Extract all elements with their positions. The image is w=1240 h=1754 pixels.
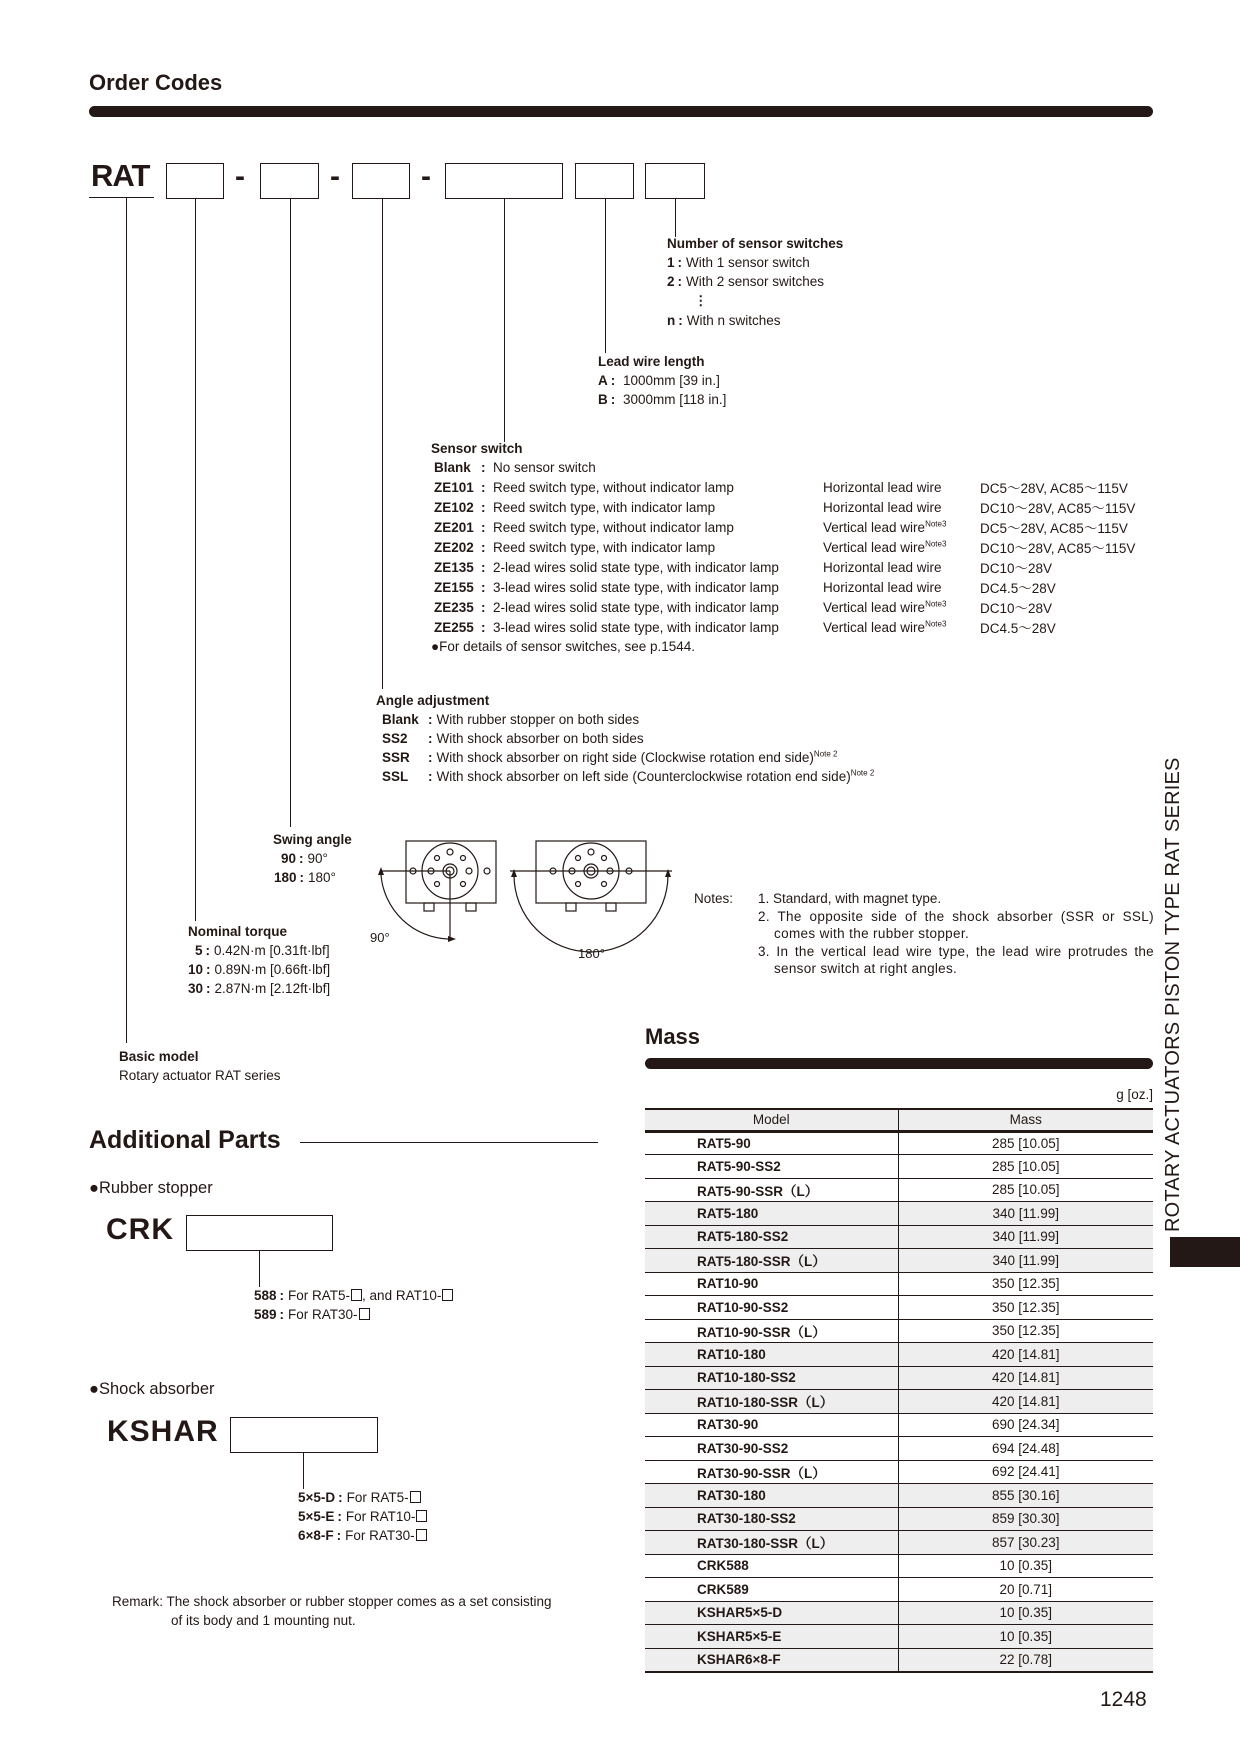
swing-angle-block xyxy=(273,830,352,887)
model-cell: RAT10-90-SSR（L） xyxy=(645,1319,898,1343)
angle-adjustment-heading: Angle adjustment xyxy=(376,693,490,708)
table-row xyxy=(645,1413,1153,1437)
note-ref: Note 2 xyxy=(813,749,838,759)
kshar-option: 6×8-F : For RAT30- xyxy=(298,1526,427,1545)
angle-adjustment-option: Blank : With rubber stopper on both sides xyxy=(382,712,640,727)
column-header-model: Model xyxy=(645,1109,898,1131)
sensor-wire: Horizontal lead wire xyxy=(823,579,942,595)
basic-model-heading: Basic model xyxy=(119,1049,199,1064)
mass-cell: 10 [0.35] xyxy=(898,1625,1153,1649)
sensor-description: Reed switch type, without indicator lamp xyxy=(493,479,734,495)
sensor-voltage: DC10～28V, AC85～115V xyxy=(980,501,1136,517)
sensor-wire: Vertical lead wire$^{Note3}$ xyxy=(823,539,947,555)
sensor-count-heading: Number of sensor switches xyxy=(667,236,844,251)
mass-table-wrap xyxy=(645,1108,1153,1673)
sensor-switch-row xyxy=(431,577,1135,597)
sensor-switch-row xyxy=(431,497,1135,517)
sensor-count-option: 1 : With 1 sensor switch xyxy=(667,255,810,270)
sensor-description: 2-lead wires solid state type, with indicator lamp xyxy=(493,559,779,575)
sensor-voltage: DC4.5～28V xyxy=(980,581,1056,597)
mass-cell: 285 [10.05] xyxy=(898,1155,1153,1179)
sensor-voltage: DC5～28V, AC85～115V xyxy=(980,521,1128,537)
side-index-tab xyxy=(1170,1237,1240,1267)
mass-cell: 692 [24.41] xyxy=(898,1460,1153,1484)
table-row xyxy=(645,1578,1153,1602)
model-cell: RAT5-180-SS2 xyxy=(645,1225,898,1249)
model-cell: RAT5-90-SSR（L） xyxy=(645,1178,898,1202)
table-row xyxy=(645,1484,1153,1508)
sensor-switch-row xyxy=(431,517,1135,537)
note-item: 1. Standard, with magnet type. xyxy=(758,891,942,906)
table-row xyxy=(645,1437,1153,1461)
sensor-switch-row xyxy=(431,537,1135,557)
remark-text: of its body and 1 mounting nut. xyxy=(171,1613,356,1628)
sensor-wire: Vertical lead wire$^{Note3}$ xyxy=(823,619,947,635)
leader-torque xyxy=(195,199,196,921)
sensor-voltage: DC10～28V xyxy=(980,561,1053,577)
colon: : xyxy=(481,519,486,535)
swing-angle-option: 180 : 180° xyxy=(274,870,336,885)
leader-sensor-count xyxy=(675,199,676,237)
colon: : xyxy=(481,599,486,615)
notes-block xyxy=(694,890,1154,978)
sensor-code: ZE235 xyxy=(434,599,474,615)
table-row xyxy=(645,1554,1153,1578)
angle-adjustment-option: SS2 : With shock absorber on both sides xyxy=(382,731,644,746)
lead-wire-option: B : 3000mm [118 in.] xyxy=(598,392,727,407)
sensor-switch-row xyxy=(431,458,1135,477)
sensor-voltage xyxy=(980,458,1135,477)
table-row xyxy=(645,1390,1153,1414)
model-cell: RAT30-180 xyxy=(645,1484,898,1508)
rubber-stopper-heading: ●Rubber stopper xyxy=(89,1179,213,1197)
shock-absorber-heading: ●Shock absorber xyxy=(89,1380,215,1398)
mass-cell: 22 [0.78] xyxy=(898,1648,1153,1672)
torque-option: 10 : 0.89N·m [0.66ft·lbf] xyxy=(188,962,331,977)
table-row xyxy=(645,1507,1153,1531)
swing-angle-code-box[interactable] xyxy=(260,163,319,199)
mass-cell: 285 [10.05] xyxy=(898,1178,1153,1202)
basic-model-text: Rotary actuator RAT series xyxy=(119,1068,281,1083)
note-ref: Note3 xyxy=(925,519,947,529)
angle-adjustment-block xyxy=(376,691,874,786)
sensor-code: Blank xyxy=(434,460,471,476)
sensor-switch-heading: Sensor switch xyxy=(431,441,523,456)
model-cell: CRK589 xyxy=(645,1578,898,1602)
diagram-label-90: 90° xyxy=(370,930,390,945)
sensor-code: ZE101 xyxy=(434,479,474,495)
kshar-option: 5×5-E : For RAT10- xyxy=(298,1507,427,1526)
sensor-voltage: DC10～28V, AC85～115V xyxy=(980,541,1136,557)
table-row xyxy=(645,1155,1153,1179)
side-series-label: ROTARY ACTUATORS PISTON TYPE RAT SERIES xyxy=(1162,757,1184,1232)
angle-adjustment-option: SSR : With shock absorber on right side (Clockwise rotation end side)$^{Note 2}$ xyxy=(382,749,838,765)
arrow-head-icon xyxy=(448,936,456,942)
sensor-switch-row xyxy=(431,597,1135,617)
sensor-wire: Horizontal lead wire xyxy=(823,499,942,515)
table-row xyxy=(645,1601,1153,1625)
mass-rule xyxy=(645,1058,1153,1069)
sensor-wire: Vertical lead wire$^{Note3}$ xyxy=(823,519,947,535)
leader-swing xyxy=(290,199,291,827)
sensor-switch-block xyxy=(431,439,1135,656)
table-row xyxy=(645,1366,1153,1390)
kshar-leader xyxy=(303,1453,304,1489)
model-cell: RAT5-180-SSR（L） xyxy=(645,1249,898,1273)
mass-cell: 350 [12.35] xyxy=(898,1272,1153,1296)
diagram-label-180: 180° xyxy=(578,946,605,961)
prefix-underline xyxy=(89,197,154,198)
sensor-switch-row xyxy=(431,557,1135,577)
sensor-voltage: DC4.5～28V xyxy=(980,621,1056,637)
note-ref: Note3 xyxy=(925,619,947,629)
model-cell: KSHAR5×5-E xyxy=(645,1625,898,1649)
leader-sensor xyxy=(504,199,505,442)
table-row xyxy=(645,1648,1153,1672)
notes-label: Notes: xyxy=(694,891,734,906)
model-cell: RAT10-180-SSR（L） xyxy=(645,1390,898,1414)
torque-option: 5 : 0.42N·m [0.31ft·lbf] xyxy=(195,943,330,958)
table-row xyxy=(645,1343,1153,1367)
table-row xyxy=(645,1202,1153,1226)
sensor-count-option: 2 : With 2 sensor switches xyxy=(667,274,825,289)
sensor-code: ZE202 xyxy=(434,539,474,555)
sensor-wire: Horizontal lead wire xyxy=(823,479,942,495)
note-item: 2. The opposite side of the shock absorber (SSR or SSL) comes with the rubber stopper. xyxy=(758,908,1154,941)
mass-unit: g [oz.] xyxy=(1116,1087,1153,1102)
basic-model-block xyxy=(119,1047,281,1085)
nominal-torque-block xyxy=(188,922,330,998)
sensor-switch-row xyxy=(431,617,1135,637)
colon: : xyxy=(481,499,486,515)
placeholder-square-icon xyxy=(442,1289,453,1301)
kshar-option: 5×5-D : For RAT5- xyxy=(298,1488,427,1507)
kshar-code-box[interactable] xyxy=(230,1417,378,1453)
ellipsis: ⋮ xyxy=(694,293,708,308)
remark-text: The shock absorber or rubber stopper comes as a set consisting xyxy=(166,1594,552,1609)
sensor-description: 2-lead wires solid state type, with indicator lamp xyxy=(493,599,779,615)
table-row xyxy=(645,1625,1153,1649)
mass-cell: 859 [30.30] xyxy=(898,1507,1153,1531)
mass-cell: 340 [11.99] xyxy=(898,1249,1153,1273)
colon: : xyxy=(481,460,486,476)
mass-cell: 420 [14.81] xyxy=(898,1366,1153,1390)
placeholder-square-icon xyxy=(351,1289,362,1301)
model-cell: RAT30-90-SS2 xyxy=(645,1437,898,1461)
model-cell: CRK588 xyxy=(645,1554,898,1578)
angle-adjustment-option: SSL : With shock absorber on left side (Counterclockwise rotation end side)$^{Note 2}$ xyxy=(382,768,875,784)
note-item: 3. In the vertical lead wire type, the lead wire protrudes the sensor switch at right angles. xyxy=(758,943,1154,976)
sensor-description: 3-lead wires solid state type, with indicator lamp xyxy=(493,619,779,635)
sensor-description: Reed switch type, without indicator lamp xyxy=(493,519,734,535)
table-row xyxy=(645,1272,1153,1296)
model-cell: RAT10-90 xyxy=(645,1272,898,1296)
arrow-head-icon xyxy=(511,869,517,877)
sensor-description: Reed switch type, with indicator lamp xyxy=(493,499,716,515)
sensor-wire: Horizontal lead wire xyxy=(823,559,942,575)
mass-cell: 690 [24.34] xyxy=(898,1413,1153,1437)
sensor-code: ZE102 xyxy=(434,499,474,515)
mass-cell: 340 [11.99] xyxy=(898,1202,1153,1226)
page-number: 1248 xyxy=(1100,1688,1147,1711)
actuator-180-drawing xyxy=(510,841,672,952)
model-cell: RAT10-90-SS2 xyxy=(645,1296,898,1320)
model-cell: RAT5-90 xyxy=(645,1131,898,1155)
remark-label: Remark: xyxy=(112,1594,164,1609)
sensor-voltage: DC10～28V xyxy=(980,601,1053,617)
sensor-switch-code-box[interactable] xyxy=(445,163,563,199)
model-cell: RAT30-90-SSR（L） xyxy=(645,1460,898,1484)
mass-cell: 285 [10.05] xyxy=(898,1131,1153,1155)
crk-code-box[interactable] xyxy=(186,1215,333,1251)
colon: : xyxy=(481,619,486,635)
mass-cell: 420 [14.81] xyxy=(898,1343,1153,1367)
swing-angle-diagram xyxy=(370,825,680,975)
colon: : xyxy=(481,539,486,555)
colon: : xyxy=(481,559,486,575)
table-row xyxy=(645,1225,1153,1249)
table-row xyxy=(645,1296,1153,1320)
order-code-prefix: RAT xyxy=(91,158,150,193)
placeholder-square-icon xyxy=(410,1491,421,1503)
sensor-switch-row xyxy=(431,477,1135,497)
sensor-description: Reed switch type, with indicator lamp xyxy=(493,539,716,555)
sensor-code: ZE155 xyxy=(434,579,474,595)
separator-3: - xyxy=(421,160,431,193)
lead-wire-heading: Lead wire length xyxy=(598,354,705,369)
mass-cell: 350 [12.35] xyxy=(898,1296,1153,1320)
kshar-prefix: KSHAR xyxy=(107,1415,219,1448)
sensor-description: No sensor switch xyxy=(493,460,596,476)
mass-cell: 855 [30.16] xyxy=(898,1484,1153,1508)
sensor-wire xyxy=(823,458,980,477)
table-row xyxy=(645,1178,1153,1202)
sensor-switch-table xyxy=(431,458,1135,637)
additional-parts-rule xyxy=(300,1142,598,1143)
note-ref: Note3 xyxy=(925,599,947,609)
remark-block xyxy=(112,1592,551,1630)
arrow-head-icon xyxy=(665,869,671,877)
sensor-code: ZE201 xyxy=(434,519,474,535)
table-row xyxy=(645,1319,1153,1343)
mass-table-header xyxy=(645,1109,1153,1131)
mass-cell: 20 [0.71] xyxy=(898,1578,1153,1602)
sensor-switch-footnote: ●For details of sensor switches, see p.1544. xyxy=(431,639,696,655)
colon: : xyxy=(481,579,486,595)
angle-adjustment-code-box[interactable] xyxy=(352,163,410,199)
lead-wire-option: A : 1000mm [39 in.] xyxy=(598,373,720,388)
note-ref: Note 2 xyxy=(850,768,875,778)
nominal-torque-heading: Nominal torque xyxy=(188,924,288,939)
torque-option: 30 : 2.87N·m [2.12ft·lbf] xyxy=(188,981,331,996)
sensor-voltage: DC5～28V, AC85～115V xyxy=(980,481,1128,497)
torque-code-box[interactable] xyxy=(166,163,224,199)
crk-prefix: CRK xyxy=(106,1213,174,1246)
mass-cell: 340 [11.99] xyxy=(898,1225,1153,1249)
colon: : xyxy=(481,479,486,495)
leader-lead-wire xyxy=(605,199,606,353)
note-ref: Note3 xyxy=(925,539,947,549)
column-header-mass: Mass xyxy=(898,1109,1153,1131)
mass-cell: 350 [12.35] xyxy=(898,1319,1153,1343)
sensor-description: 3-lead wires solid state type, with indicator lamp xyxy=(493,579,779,595)
table-row xyxy=(645,1460,1153,1484)
model-cell: RAT10-180-SS2 xyxy=(645,1366,898,1390)
swing-angle-heading: Swing angle xyxy=(273,832,352,847)
sensor-count-option: n : With n switches xyxy=(667,313,781,328)
crk-leader xyxy=(259,1251,260,1287)
model-cell: RAT30-90 xyxy=(645,1413,898,1437)
mass-cell: 10 [0.35] xyxy=(898,1601,1153,1625)
placeholder-square-icon xyxy=(416,1529,427,1541)
swing-angle-option: 90 : 90° xyxy=(281,851,328,866)
model-cell: RAT30-180-SSR（L） xyxy=(645,1531,898,1555)
order-codes-title: Order Codes xyxy=(89,70,223,95)
mass-cell: 694 [24.48] xyxy=(898,1437,1153,1461)
mass-table xyxy=(645,1108,1153,1673)
sensor-count-code-box[interactable] xyxy=(645,163,705,199)
table-row xyxy=(645,1249,1153,1273)
table-row xyxy=(645,1131,1153,1155)
model-cell: RAT30-180-SS2 xyxy=(645,1507,898,1531)
table-row xyxy=(645,1531,1153,1555)
placeholder-square-icon xyxy=(416,1510,427,1522)
sensor-wire: Vertical lead wire$^{Note3}$ xyxy=(823,599,947,615)
separator-2: - xyxy=(330,160,340,193)
leader-basic-model xyxy=(126,198,127,1043)
separator-1: - xyxy=(235,160,245,193)
model-cell: RAT5-180 xyxy=(645,1202,898,1226)
order-codes-rule xyxy=(89,106,1153,117)
sensor-count-block xyxy=(667,234,843,330)
model-cell: RAT10-180 xyxy=(645,1343,898,1367)
actuator-90-drawing xyxy=(380,841,496,940)
lead-wire-code-box[interactable] xyxy=(575,163,634,199)
crk-option: 589 : For RAT30- xyxy=(254,1305,453,1324)
crk-options xyxy=(254,1286,453,1324)
sensor-code: ZE135 xyxy=(434,559,474,575)
crk-option: 588 : For RAT5- , and RAT10- xyxy=(254,1286,453,1305)
leader-angle xyxy=(382,199,383,689)
mass-cell: 10 [0.35] xyxy=(898,1554,1153,1578)
mass-title: Mass xyxy=(645,1024,701,1049)
placeholder-square-icon xyxy=(359,1308,370,1320)
model-cell: KSHAR6×8-F xyxy=(645,1648,898,1672)
additional-parts-title: Additional Parts xyxy=(89,1126,281,1154)
model-cell: RAT5-90-SS2 xyxy=(645,1155,898,1179)
mass-cell: 857 [30.23] xyxy=(898,1531,1153,1555)
kshar-options xyxy=(298,1488,427,1545)
mass-cell: 420 [14.81] xyxy=(898,1390,1153,1414)
model-cell: KSHAR5×5-D xyxy=(645,1601,898,1625)
lead-wire-block xyxy=(598,352,726,409)
sensor-code: ZE255 xyxy=(434,619,474,635)
